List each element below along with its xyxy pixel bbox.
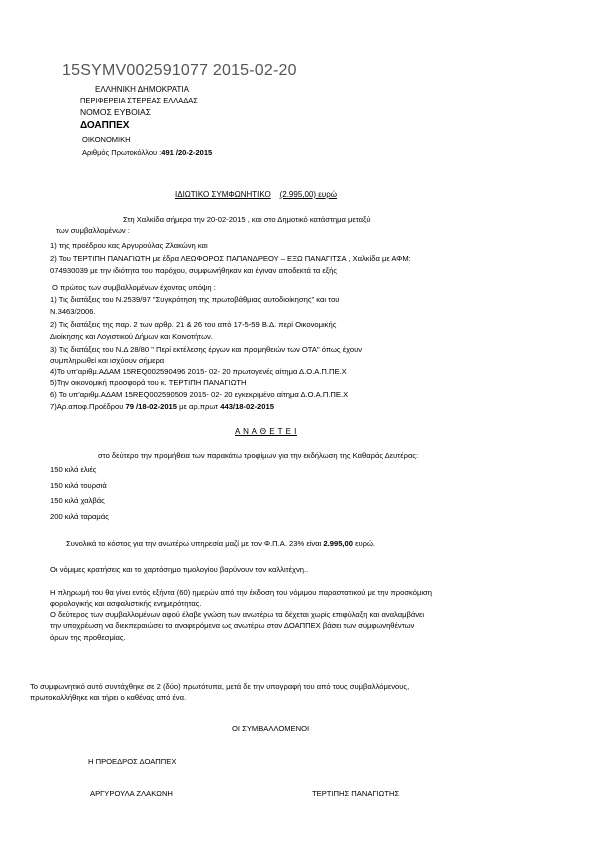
closing-line-1: Το συμφωνητικό αυτό συντάχθηκε σε 2 (δύο) πρωτότυπα, μετά δε την υπογραφή του από τους συμβαλλόμενους, bbox=[30, 682, 410, 691]
decision-prefix: 7)Αρ.αποφ.Προέδρου bbox=[50, 402, 126, 411]
considerations-lead: Ο πρώτος των συμβαλλομένων έχοντας υπόψη : bbox=[52, 283, 216, 292]
decision-number: 79 /18-02-2015 bbox=[125, 402, 177, 411]
consideration-3b: συμπληρωθεί και ισχύουν σήμερα bbox=[50, 356, 165, 365]
consideration-5: 5)Την οικονομική προσφορά του κ. ΤΕΡΤΙΠΗ ΠΑΝΑΓΙΩΤΗ bbox=[50, 378, 247, 387]
list-item: 150 κιλά τουρσιά bbox=[50, 481, 107, 490]
list-item: 150 κιλά ελιές bbox=[50, 465, 97, 474]
signatory-left-name: ΑΡΓΥΡΟΥΛΑ ΖΛΑΚΩΝΗ bbox=[90, 789, 173, 798]
payment-line-2: φορολογικής και ασφαλιστικής ενημερότητας. bbox=[50, 599, 202, 608]
list-item: 150 κιλά χαλβάς bbox=[50, 496, 105, 505]
payment-line-3: Ο δεύτερος των συμβαλλομένων αφού έλαβε γνώση των ανωτέρω τα δέχεται χωρίς επιφύλαξη και αναλαμβάνει bbox=[50, 610, 425, 619]
party-2-line-1: 2) Του ΤΕΡΤΙΠΗ ΠΑΝΑΓΙΩΤΗ με έδρα ΛΕΩΦΟΡΟΣ ΠΑΠΑΝΔΡΕΟΥ – ΕΞΩ ΠΑΝΑΓΙΤΣΑ , Χαλκίδα με ΑΦΜ: bbox=[50, 254, 411, 263]
payment-line-4: την υποχρέωση να διεκπεραιώσει τα αναφερόμενα ως ανωτέρω στον ΔΟΑΠΠΕΧ βάσει των συμφωνηθέντων bbox=[50, 621, 415, 630]
intro-line-1: Στη Χαλκίδα σήμερα την 20-02-2015 , και στο Δημοτικό κατάστημα μεταξύ bbox=[123, 215, 371, 224]
party-2-line-2: 074930039 με την ιδιότητα του παρόχου, συμφωνήθηκαν και έγιναν αποδεκτά τα εξής bbox=[50, 266, 338, 275]
consideration-1b: Ν.3463/2006. bbox=[50, 307, 96, 316]
department-label: ΟΙΚΟΝΟΜΙΚΗ bbox=[82, 135, 131, 144]
signatures-heading: ΟΙ ΣΥΜΒΑΛΛΟΜΕΝΟΙ bbox=[232, 724, 310, 733]
consideration-7 bbox=[50, 402, 274, 411]
region-label: ΠΕΡΙΦΕΡΕΙΑ ΣΤΕΡΕΑΣ ΕΛΛΑΔΑΣ bbox=[80, 96, 198, 105]
consideration-2b: Διοίκησης και Λογιστικού Δήμων και Κοινοτήτων. bbox=[50, 332, 213, 341]
prefecture-label: ΝΟΜΟΣ ΕΥΒΟΙΑΣ bbox=[80, 107, 151, 117]
signatory-left-role: Η ΠΡΟΕΔΡΟΣ ΔΟΑΠΠΕΧ bbox=[88, 757, 177, 766]
decision-protocol: 443/18-02-2015 bbox=[220, 402, 274, 411]
protocol-number: 491 /20-2-2015 bbox=[161, 148, 213, 157]
intro-line-2: των συμβαλλομένων : bbox=[56, 226, 130, 235]
consideration-2a: 2) Τις διατάξεις της παρ. 2 των αρθρ. 21 & 26 του από 17-5-59 Β.Δ. περί Οικονομικής bbox=[50, 320, 337, 329]
consideration-1a: 1) Τις διατάξεις του Ν.2539/97 "Συγκρότηση της πρωτοβάθμιας αυτοδιοίκησης" και του bbox=[50, 295, 340, 304]
protocol-label: Αριθμός Πρωτοκόλλου : bbox=[82, 148, 162, 157]
closing-line-2: πρωτοκολλήθηκε και τήρει ο καθένας από ένα. bbox=[30, 693, 187, 702]
protocol-line bbox=[82, 148, 212, 157]
payment-line-1: Η πληρωμή του θα γίνει εντός εξήντα (60) ημερών από την έκδοση του νόμιμου παραστατικού με την προσκόμιση bbox=[50, 588, 432, 597]
total-prefix: Συνολικά το κόστος για την ανωτέρω υπηρεσία μαζί με τον Φ.Π.Α. 23% είναι bbox=[66, 539, 324, 548]
document-id: 15SYMV002591077 2015-02-20 bbox=[62, 62, 297, 79]
title-amount: (2.995,00) ευρώ bbox=[279, 190, 338, 199]
total-cost-line bbox=[66, 539, 375, 548]
organization-name: ΔΟΑΠΠΕΧ bbox=[80, 120, 130, 131]
consideration-3a: 3) Τις διατάξεις του Ν.Δ 28/80 " Περί εκτέλεσης έργων και προμηθειών των ΟΤΑ" όπως έχουν bbox=[50, 345, 363, 354]
title-text: ΙΔΙΩΤΙΚΟ ΣΥΜΦΩΝΗΤΙΚΟ bbox=[175, 190, 271, 199]
republic-label: ΕΛΛΗΝΙΚΗ ΔΗΜΟΚΡΑΤΙΑ bbox=[95, 85, 189, 94]
list-item: 200 κιλά ταραμάς bbox=[50, 512, 109, 521]
consideration-6: 6) Το υπ'αριθμ.ΑΔΑΜ 15REQ002590509 2015- 02- 20 εγκεκριμένο αίτημα Δ.Ο.Α.Π.ΠΕ.Χ bbox=[50, 390, 349, 399]
deductions-text: Οι νόμιμες κρατήσεις και το χαρτόσημο τιμολογίου βαρύνουν τον καλλιτέχνη.. bbox=[50, 565, 309, 574]
assign-text: στο δεύτερο την προμήθεια των παρακάτω τροφίμων για την εκδήλωση της Καθαράς Δευτέρας: bbox=[98, 451, 419, 460]
decision-mid: με αρ.πρωτ bbox=[177, 402, 221, 411]
consideration-4: 4)Το υπ'αριθμ.ΑΔΑΜ 15REQ002590496 2015- 02- 20 πρωτογενές αίτημα Δ.Ο.Α.Π.ΠΕ.Χ bbox=[50, 367, 347, 376]
assigns-heading: Α Ν Α Θ Ε Τ Ε Ι bbox=[235, 427, 297, 436]
payment-line-5: όρων της προθεσμίας. bbox=[50, 633, 126, 642]
party-1: 1) της προέδρου κας Αργυρούλας Ζλακώνη και bbox=[50, 241, 208, 250]
total-suffix: ευρώ. bbox=[352, 539, 375, 548]
document-title bbox=[175, 190, 337, 199]
total-amount: 2.995,00 bbox=[323, 539, 353, 548]
signatory-right-name: ΤΕΡΤΙΠΗΣ ΠΑΝΑΓΙΩΤΗΣ bbox=[312, 789, 400, 798]
